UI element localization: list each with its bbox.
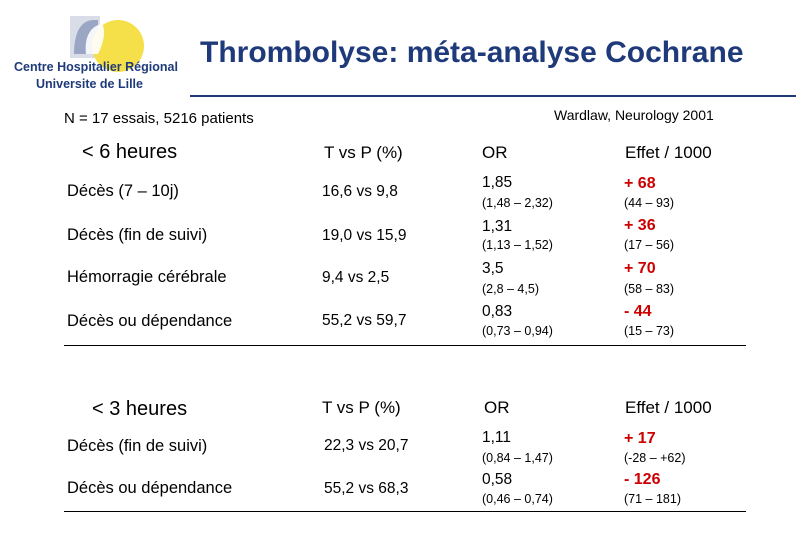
- row-ci: (1,48 – 2,32): [482, 196, 553, 210]
- row-tvp: 16,6 vs 9,8: [322, 183, 398, 200]
- row-effect-ci: (58 – 83): [624, 282, 675, 296]
- table-bottom-rule: [64, 511, 746, 512]
- row-effect-ci: (-28 – +62): [624, 451, 686, 465]
- row-effect-ci: (71 – 181): [624, 492, 681, 506]
- row-label: Décès (7 – 10j): [67, 182, 179, 200]
- reference: Wardlaw, Neurology 2001: [554, 107, 714, 123]
- row-or: 1,85: [482, 174, 513, 191]
- section-heading-6h: < 6 heures: [82, 141, 178, 163]
- row-ci: (0,73 – 0,94): [482, 324, 553, 338]
- row-effect: - 44: [624, 303, 652, 320]
- row-ci: (0,84 – 1,47): [482, 451, 553, 465]
- section-heading-3h: < 3 heures: [92, 398, 188, 420]
- row-effect: + 70: [624, 260, 656, 277]
- row-ci: (1,13 – 1,52): [482, 238, 553, 252]
- col-header-or: OR: [482, 143, 508, 162]
- row-label: Décès ou dépendance: [67, 312, 233, 330]
- row-tvp: 22,3 vs 20,7: [324, 437, 409, 454]
- row-or: 1,11: [482, 429, 512, 446]
- row-tvp: 55,2 vs 68,3: [324, 480, 409, 497]
- col-header-or: OR: [484, 398, 510, 417]
- subtitle: N = 17 essais, 5216 patients: [64, 110, 254, 127]
- col-header-effect: Effet / 1000: [625, 398, 712, 417]
- row-effect: + 36: [624, 217, 656, 234]
- logo-line-1: Centre Hospitalier Régional: [14, 60, 178, 74]
- row-tvp: 9,4 vs 2,5: [322, 269, 390, 286]
- section-divider: [64, 345, 746, 346]
- row-effect-ci: (44 – 93): [624, 196, 675, 210]
- row-or: 3,5: [482, 260, 504, 277]
- col-header-effect: Effet / 1000: [625, 143, 712, 162]
- title-underline: [190, 95, 796, 97]
- row-or: 1,31: [482, 218, 513, 235]
- row-tvp: 55,2 vs 59,7: [322, 312, 407, 329]
- row-label: Décès (fin de suivi): [67, 226, 208, 244]
- slide-title: Thrombolyse: méta-analyse Cochrane: [200, 36, 744, 69]
- col-header-tvp: T vs P (%): [322, 398, 401, 417]
- row-label: Hémorragie cérébrale: [67, 268, 227, 286]
- row-effect: + 68: [624, 175, 656, 192]
- row-effect-ci: (17 – 56): [624, 238, 675, 252]
- row-label: Décès (fin de suivi): [67, 437, 208, 455]
- logo-line-2: Universite de Lille: [36, 77, 143, 91]
- row-effect-ci: (15 – 73): [624, 324, 675, 338]
- row-ci: (2,8 – 4,5): [482, 282, 539, 296]
- row-or: 0,83: [482, 303, 513, 320]
- row-effect: + 17: [624, 430, 656, 447]
- row-or: 0,58: [482, 471, 513, 488]
- row-effect: - 126: [624, 471, 661, 488]
- row-tvp: 19,0 vs 15,9: [322, 227, 407, 244]
- col-header-tvp: T vs P (%): [324, 143, 403, 162]
- row-label: Décès ou dépendance: [67, 479, 233, 497]
- row-ci: (0,46 – 0,74): [482, 492, 553, 506]
